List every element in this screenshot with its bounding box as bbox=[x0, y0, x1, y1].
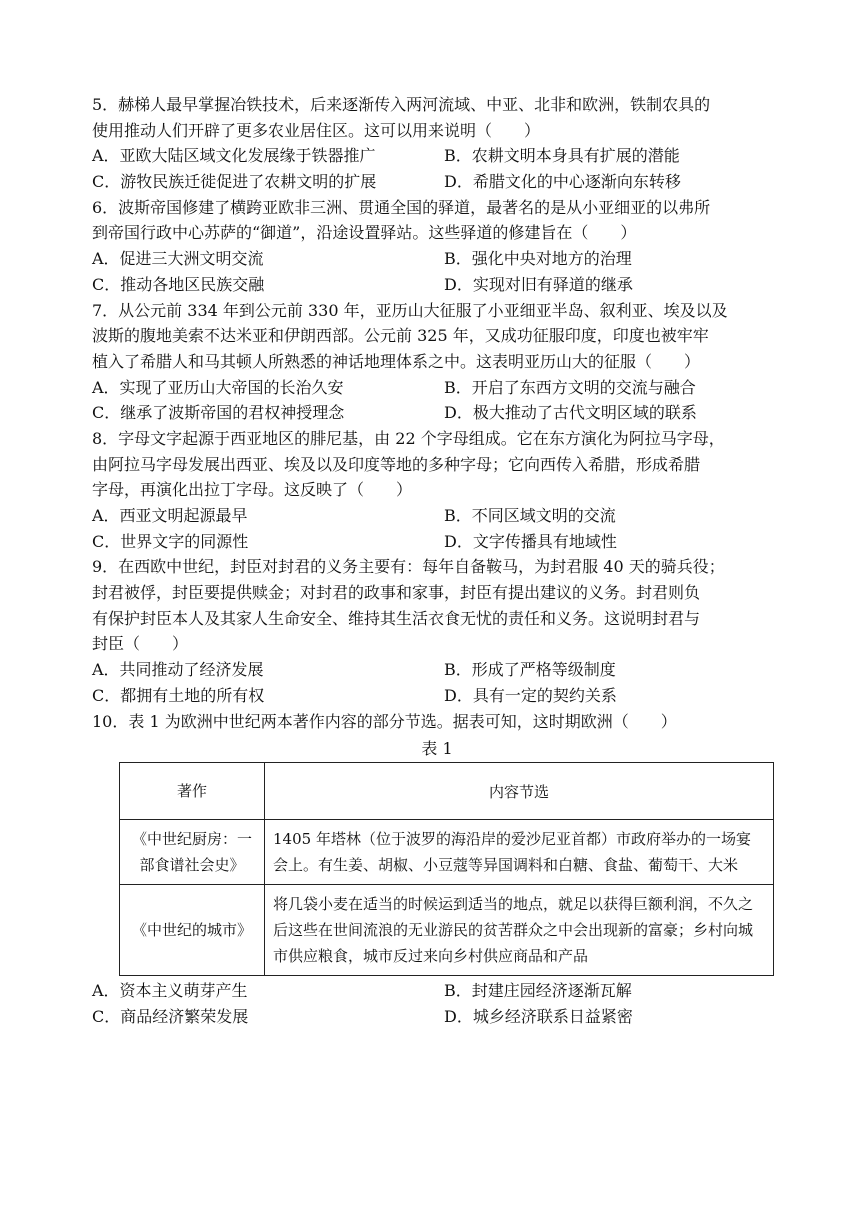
question-stem-line: 植入了希腊人和马其顿人所熟悉的神话地理体系之中。这表明亚历山大的征服（ ） bbox=[92, 351, 701, 371]
question-6 bbox=[92, 195, 782, 298]
option-b: B．不同区域文明的交流 bbox=[444, 506, 616, 525]
question-stem-line: 由阿拉马字母发展出西亚、埃及以及印度等地的多种字母；它向西传入希腊，形成希腊 bbox=[92, 454, 701, 474]
table-cell-content: 将几袋小麦在适当的时候运到适当的地点，就足以获得巨额利润，不久之后这些在世间流浪的无业游民的贫苦群众之中会出现新的富豪；乡村向城市供应粮食，城市反过来向乡村供应商品和产品 bbox=[265, 885, 774, 976]
option-d: D．具有一定的契约关系 bbox=[444, 685, 617, 705]
option-b: B．封建庄园经济逐渐瓦解 bbox=[444, 981, 632, 1001]
option-a: A．促进三大洲文明交流 bbox=[92, 249, 264, 269]
question-stem-line: 使用推动人们开辟了更多农业居住区。这可以用来说明（ ） bbox=[92, 120, 541, 140]
option-c: C．继承了波斯帝国的君权神授理念 bbox=[92, 403, 345, 423]
option-a: A．共同推动了经济发展 bbox=[92, 660, 264, 680]
option-b: B．形成了严格等级制度 bbox=[444, 660, 616, 680]
option-d: D．希腊文化的中心逐渐向东转移 bbox=[444, 172, 681, 192]
table-header-cell: 内容节选 bbox=[265, 763, 774, 820]
table-header-row bbox=[120, 763, 774, 820]
option-a: A．西亚文明起源最早 bbox=[92, 506, 248, 525]
question-stem-line: 封臣（ ） bbox=[92, 634, 189, 654]
excerpt-table bbox=[119, 762, 774, 976]
table-cell-content: 1405 年塔林（位于波罗的海沿岸的爱沙尼亚首都）市政府举办的一场宴会上。有生姜、胡椒、小豆蔻等异国调料和白糖、食盐、葡萄干、大米 bbox=[265, 820, 774, 885]
question-10 bbox=[92, 709, 782, 1030]
question-stem-line: 有保护封臣本人及其家人生命安全、维持其生活衣食无忧的责任和义务。这说明封君与 bbox=[92, 608, 701, 628]
option-a: A．亚欧大陆区域文化发展缘于铁器推广 bbox=[92, 146, 376, 166]
exam-page bbox=[92, 92, 782, 1030]
question-stem-line: 波斯的腹地美索不达米亚和伊朗西部。公元前 325 年，又成功征服印度，印度也被牢牢 bbox=[92, 326, 709, 346]
question-stem-line: 字母，再演化出拉丁字母。这反映了（ ） bbox=[92, 480, 413, 500]
question-stem-line: 8．字母文字起源于西亚地区的腓尼基，由 22 个字母组成。它在东方演化为阿拉马字母， bbox=[92, 428, 725, 448]
option-d: D．实现对旧有驿道的继承 bbox=[444, 274, 633, 294]
option-b: B．强化中央对地方的治理 bbox=[444, 249, 632, 269]
option-d: D．城乡经济联系日益紧密 bbox=[444, 1006, 633, 1026]
question-9 bbox=[92, 554, 782, 708]
option-b: B．开启了东西方文明的交流与融合 bbox=[444, 377, 696, 397]
table-caption: 表 1 bbox=[421, 739, 453, 759]
question-stem-line: 到帝国行政中心苏萨的“御道”，沿途设置驿站。这些驿道的修建旨在（ ） bbox=[92, 223, 637, 243]
question-stem-line: 封君被俘，封臣要提供赎金；对封君的政事和家事，封臣有提出建议的义务。封君则负 bbox=[92, 583, 701, 603]
option-c: C．商品经济繁荣发展 bbox=[92, 1006, 249, 1026]
table-row bbox=[120, 885, 774, 976]
option-d: D．文字传播具有地域性 bbox=[444, 531, 617, 551]
question-stem-line: 9．在西欧中世纪，封臣对封君的义务主要有：每年自备鞍马，为封君服 40 天的骑兵役； bbox=[92, 557, 725, 577]
option-c: C．都拥有土地的所有权 bbox=[92, 685, 265, 705]
option-a: A．资本主义萌芽产生 bbox=[92, 981, 248, 1001]
option-b: B．农耕文明本身具有扩展的潜能 bbox=[444, 146, 680, 166]
table-row bbox=[120, 820, 774, 885]
option-c: C．推动各地区民族交融 bbox=[92, 274, 265, 294]
question-5 bbox=[92, 92, 782, 195]
table-header-cell: 著作 bbox=[120, 763, 265, 820]
question-stem-line: 5．赫梯人最早掌握冶铁技术，后来逐渐传入两河流域、中亚、北非和欧洲，铁制农具的 bbox=[92, 95, 711, 114]
question-stem-line: 6．波斯帝国修建了横跨亚欧非三洲、贯通全国的驿道，最著名的是从小亚细亚的以弗所 bbox=[92, 197, 711, 217]
option-a: A．实现了亚历山大帝国的长治久安 bbox=[92, 377, 344, 397]
table-cell-work: 《中世纪厨房：一部食谱社会史》 bbox=[120, 820, 265, 885]
option-d: D．极大推动了古代文明区域的联系 bbox=[444, 403, 697, 423]
question-stem-line: 10．表 1 为欧洲中世纪两本著作内容的部分节选。据表可知，这时期欧洲（ ） bbox=[92, 711, 677, 731]
option-c: C．世界文字的同源性 bbox=[92, 531, 249, 551]
question-8 bbox=[92, 426, 782, 554]
option-c: C．游牧民族迁徙促进了农耕文明的扩展 bbox=[92, 172, 377, 192]
table-cell-work: 《中世纪的城市》 bbox=[120, 885, 265, 976]
question-7 bbox=[92, 298, 782, 426]
question-stem-line: 7．从公元前 334 年到公元前 330 年，亚历山大征服了小亚细亚半岛、叙利亚、埃及以及 bbox=[92, 300, 728, 320]
